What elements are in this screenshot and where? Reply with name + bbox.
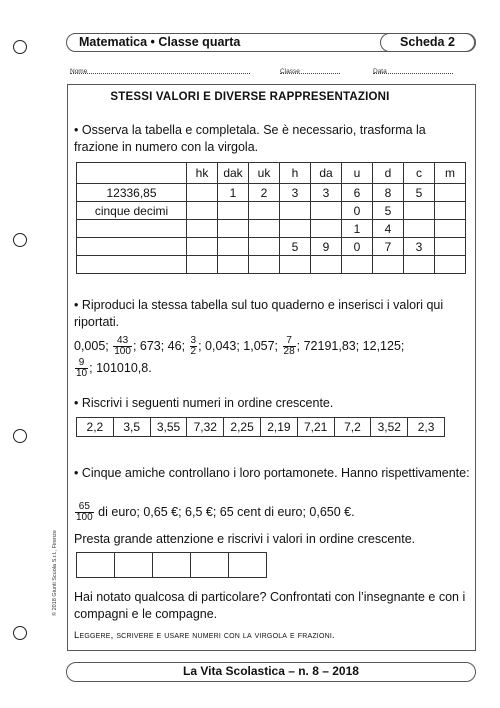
- exercise2-instruction: • Riproduci la stessa tabella sul tuo quaderno e inserisci i valori qui riportati.: [74, 298, 444, 329]
- fraction: $\frac{9}{10}$: [76, 357, 88, 380]
- exercise4-task: Presta grande attenzione e riscrivi i valori in ordine crescente.: [74, 532, 416, 546]
- table-row: [77, 256, 466, 274]
- table-cell: 0: [342, 238, 373, 256]
- number-cell: 7,2: [334, 418, 371, 437]
- table-row: [77, 184, 466, 202]
- value-text: 0,005;: [74, 339, 109, 353]
- column-header: dak: [218, 163, 249, 184]
- column-header: [77, 163, 187, 184]
- header-bar: [66, 33, 476, 52]
- answer-boxes: [76, 552, 267, 578]
- value-text: di euro; 0,65 €; 6,5 €; 65 cent di euro; 0,650 €.: [98, 504, 355, 519]
- table-cell[interactable]: [187, 184, 218, 202]
- table-cell: 7: [373, 238, 404, 256]
- table-cell[interactable]: [249, 220, 280, 238]
- table-cell: 1: [342, 220, 373, 238]
- name-label: Nome: [70, 68, 88, 75]
- name-field[interactable]: [70, 68, 250, 74]
- table-cell[interactable]: [218, 238, 249, 256]
- table-cell[interactable]: [187, 202, 218, 220]
- table-cell: 3: [280, 184, 311, 202]
- table-cell: 3: [404, 238, 435, 256]
- copyright-text: © 2018 Giunti Scuola S.r.l., Firenze: [52, 530, 58, 616]
- table-cell: 6: [342, 184, 373, 202]
- exercise3-instruction: • Riscrivi i seguenti numeri in ordine crescente.: [74, 396, 334, 410]
- binder-hole-top: [13, 40, 27, 54]
- answer-box[interactable]: [191, 553, 229, 578]
- date-label: Data: [373, 68, 387, 75]
- numbers-table: [76, 417, 445, 437]
- table-cell[interactable]: [187, 220, 218, 238]
- table-cell[interactable]: [404, 220, 435, 238]
- column-header: u: [342, 163, 373, 184]
- answer-box[interactable]: [229, 553, 267, 578]
- binder-hole-middle: [13, 233, 27, 247]
- number-cell: 2,2: [77, 418, 114, 437]
- table-cell[interactable]: [280, 220, 311, 238]
- answer-box[interactable]: [153, 553, 191, 578]
- footer-bar: La Vita Scolastica – n. 8 – 2018: [66, 662, 476, 682]
- table-cell[interactable]: [435, 238, 466, 256]
- table-cell[interactable]: [435, 220, 466, 238]
- table-cell: 2: [249, 184, 280, 202]
- learning-goal-note: Leggere, scrivere e usare numeri con la virgola e frazioni.: [74, 630, 335, 641]
- table-cell[interactable]: [187, 238, 218, 256]
- table-cell: cinque decimi: [77, 202, 187, 220]
- table-cell[interactable]: [77, 256, 187, 274]
- number-cell: 2,19: [260, 418, 297, 437]
- column-header: hk: [187, 163, 218, 184]
- table-cell[interactable]: [280, 256, 311, 274]
- fraction: $\frac{43}{100}$: [114, 335, 131, 358]
- column-header: m: [435, 163, 466, 184]
- table-cell[interactable]: [342, 256, 373, 274]
- column-header: c: [404, 163, 435, 184]
- answer-box[interactable]: [77, 553, 115, 578]
- place-value-table: [76, 162, 466, 274]
- table-cell: 9: [311, 238, 342, 256]
- table-cell[interactable]: [249, 256, 280, 274]
- binder-hole-lower: [13, 429, 27, 443]
- table-row: [77, 238, 466, 256]
- binder-hole-bottom: [13, 626, 27, 640]
- number-cell: 3,55: [150, 418, 187, 437]
- number-cell: 7,21: [297, 418, 334, 437]
- class-label: Classe: [280, 68, 300, 75]
- table-cell[interactable]: [218, 220, 249, 238]
- table-cell[interactable]: [311, 202, 342, 220]
- table-cell[interactable]: [311, 220, 342, 238]
- table-cell[interactable]: [77, 238, 187, 256]
- table-cell[interactable]: [404, 202, 435, 220]
- column-header: da: [311, 163, 342, 184]
- table-cell: 5: [404, 184, 435, 202]
- exercise2-values: [74, 335, 470, 379]
- column-header: uk: [249, 163, 280, 184]
- table-cell: 3: [311, 184, 342, 202]
- table-cell: 8: [373, 184, 404, 202]
- value-text: ; 0,043; 1,057;: [198, 339, 279, 353]
- table-cell[interactable]: [77, 220, 187, 238]
- value-text: ; 101010,8.: [89, 361, 152, 376]
- fraction: $\frac{65}{100}$: [76, 501, 93, 523]
- table-row: [77, 202, 466, 220]
- table-cell: 5: [280, 238, 311, 256]
- table-cell[interactable]: [311, 256, 342, 274]
- exercise4-instruction: • Cinque amiche controllano i loro portamonete. Hanno rispettivamente:: [74, 466, 470, 480]
- value-text: ; 673; 46;: [132, 339, 186, 353]
- table-cell[interactable]: [373, 256, 404, 274]
- table-cell[interactable]: [435, 202, 466, 220]
- table-cell: 5: [373, 202, 404, 220]
- table-cell: 12336,85: [77, 184, 187, 202]
- table-cell[interactable]: [280, 202, 311, 220]
- column-header: h: [280, 163, 311, 184]
- subject-label: Matematica • Classe quarta: [79, 35, 241, 49]
- number-cell: 3,5: [113, 418, 150, 437]
- exercise1-instruction: • Osserva la tabella e completala. Se è necessario, trasforma la frazione in numero con la virgola.: [74, 123, 426, 154]
- table-row: [77, 220, 466, 238]
- fraction: $\frac{7}{28}$: [283, 335, 295, 358]
- table-cell: 4: [373, 220, 404, 238]
- table-cell: 0: [342, 202, 373, 220]
- worksheet-title: STESSI VALORI E DIVERSE RAPPRESENTAZIONI: [110, 91, 390, 103]
- column-header: d: [373, 163, 404, 184]
- date-field[interactable]: [373, 68, 453, 74]
- scheda-label: Scheda 2: [380, 33, 475, 52]
- number-cell: 2,3: [408, 418, 445, 437]
- table-cell[interactable]: [218, 256, 249, 274]
- table-cell: 1: [218, 184, 249, 202]
- table-cell[interactable]: [187, 256, 218, 274]
- fraction: $\frac{3}{2}$: [190, 335, 197, 358]
- number-cell: 7,32: [187, 418, 224, 437]
- exercise4-values: [74, 502, 470, 523]
- table-cell[interactable]: [435, 184, 466, 202]
- value-text: ; 72191,83; 12,125;: [296, 339, 405, 353]
- reflection-question: Hai notato qualcosa di particolare? Confrontati con l’insegnante e con i compagni e le compagne.: [74, 590, 466, 621]
- table-cell[interactable]: [404, 256, 435, 274]
- table-cell[interactable]: [249, 202, 280, 220]
- answer-box[interactable]: [115, 553, 153, 578]
- number-cell: 2,25: [224, 418, 261, 437]
- class-field[interactable]: [280, 68, 340, 74]
- table-cell[interactable]: [435, 256, 466, 274]
- table-cell[interactable]: [218, 202, 249, 220]
- number-cell: 3,52: [371, 418, 408, 437]
- table-cell[interactable]: [249, 238, 280, 256]
